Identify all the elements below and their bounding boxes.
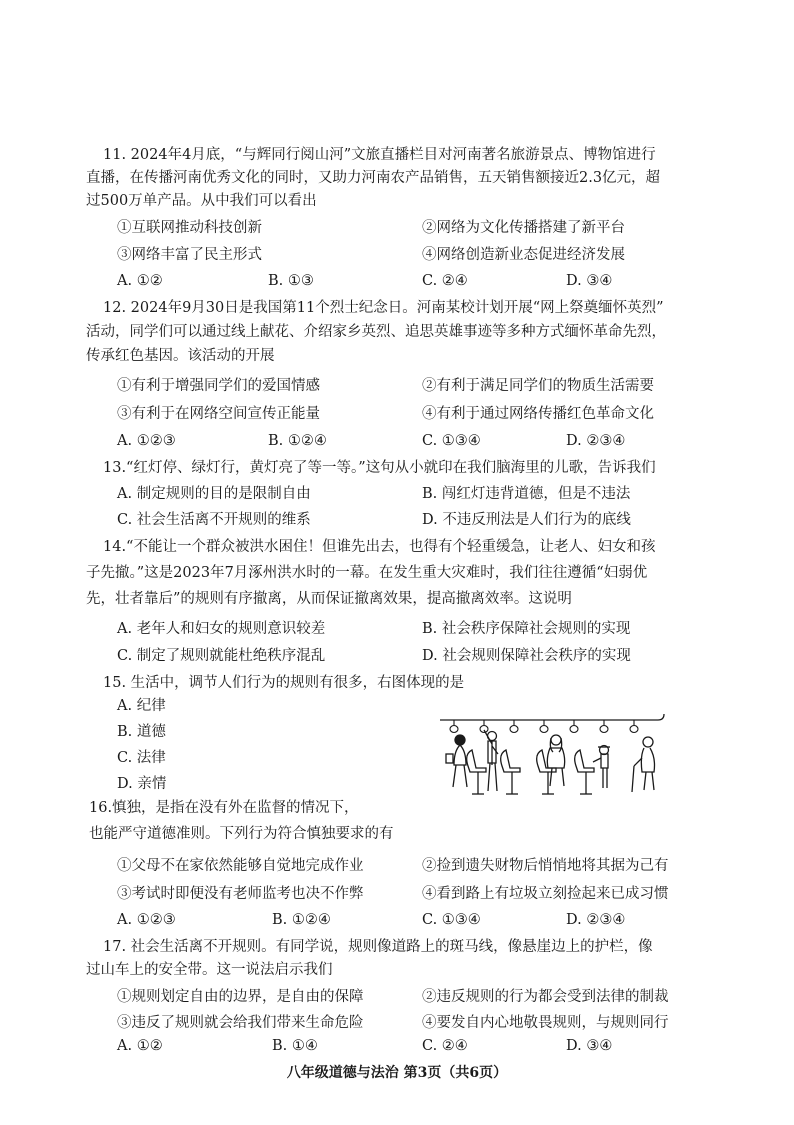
q15-option-d: D. 亲情 bbox=[117, 776, 167, 792]
q11-line-1: 11. 2024年4月底，“与辉同行阅山河”文旅直播栏目对河南著名旅游景点、博物馆进行 bbox=[103, 147, 656, 163]
q15-line-1: 15. 生活中，调节人们行为的规则有很多，右图体现的是 bbox=[103, 675, 465, 691]
q11-item-3: ③网络丰富了民主形式 bbox=[117, 247, 262, 263]
q17-item-3: ③违反了规则就会给我们带来生命危险 bbox=[117, 1015, 364, 1031]
q14-option-c: C. 制定了规则就能杜绝秩序混乱 bbox=[117, 648, 326, 664]
q13-option-a: A. 制定规则的目的是限制自由 bbox=[117, 486, 311, 502]
q16-choice-a: A. ①②③ bbox=[117, 912, 176, 928]
q15-option-a: A. 纪律 bbox=[117, 698, 166, 714]
q12-item-1: ①有利于增强同学们的爱国情感 bbox=[117, 378, 320, 394]
q17-choice-b: B. ①④ bbox=[272, 1038, 318, 1054]
q17-item-2: ②违反规则的行为都会受到法律的制裁 bbox=[422, 989, 669, 1005]
q12-item-3: ③有利于在网络空间宣传正能量 bbox=[117, 406, 320, 422]
q12-line-1: 12. 2024年9月30日是我国第11个烈士纪念日。河南某校计划开展“网上祭奠缅怀英烈” bbox=[103, 300, 664, 316]
q16-line-1: 16.慎独，是指在没有外在监督的情况下， bbox=[89, 800, 359, 816]
q16-line-2: 也能严守道德准则。下列行为符合慎独要求的有 bbox=[89, 826, 394, 842]
q16-item-4: ④看到路上有垃圾立刻捡起来已成习惯 bbox=[422, 886, 669, 902]
q12-item-4: ④有利于通过网络传播红色革命文化 bbox=[422, 406, 654, 422]
q11-item-2: ②网络为文化传播搭建了新平台 bbox=[422, 220, 625, 236]
q12-line-2: 活动，同学们可以通过线上献花、介绍家乡英烈、追思英雄事迹等多种方式缅怀革命先烈， bbox=[86, 324, 666, 340]
q16-item-3: ③考试时即便没有老师监考也决不作弊 bbox=[117, 886, 364, 902]
q17-item-4: ④要发自内心地敬畏规则，与规则同行 bbox=[422, 1015, 669, 1031]
q13-line-1: 13.“红灯停、绿灯行，黄灯亮了等一等。”这句从小就印在我们脑海里的儿歌，告诉我们 bbox=[103, 460, 656, 476]
q13-option-d: D. 不违反刑法是人们行为的底线 bbox=[422, 512, 631, 528]
q16-choice-c: C. ①③④ bbox=[422, 912, 481, 928]
q17-line-1: 17. 社会生活离不开规则。有同学说，规则像道路上的斑马线，像悬崖边上的护栏，像 bbox=[103, 939, 653, 955]
q14-line-2: 子先撤。”这是2023年7月涿州洪水时的一幕。在发生重大灾难时，我们往往遵循“妇弱优 bbox=[86, 565, 648, 581]
q17-item-1: ①规则划定自由的边界，是自由的保障 bbox=[117, 989, 364, 1005]
q14-option-a: A. 老年人和妇女的规则意识较差 bbox=[117, 621, 326, 637]
bus-seat-illustration bbox=[438, 706, 666, 802]
q11-item-4: ④网络创造新业态促进经济发展 bbox=[422, 247, 625, 263]
q12-choice-c: C. ①③④ bbox=[422, 433, 481, 449]
q11-choice-d: D. ③④ bbox=[566, 273, 613, 289]
q11-choice-b: B. ①③ bbox=[268, 273, 314, 289]
q14-option-d: D. 社会规则保障社会秩序的实现 bbox=[422, 648, 631, 664]
q16-choice-b: B. ①②④ bbox=[272, 912, 331, 928]
q14-line-1: 14.“不能让一个群众被洪水困住！但谁先出去，也得有个轻重缓急，让老人、妇女和孩 bbox=[103, 539, 656, 555]
q17-line-2: 过山车上的安全带。这一说法启示我们 bbox=[86, 962, 333, 978]
q13-option-c: C. 社会生活离不开规则的维系 bbox=[117, 512, 311, 528]
q14-line-3: 先，壮者靠后”的规则有序撤离，从而保证撤离效果，提高撤离效率。这说明 bbox=[86, 591, 572, 607]
q11-choice-c: C. ②④ bbox=[422, 273, 468, 289]
q11-line-2: 直播，在传播河南优秀文化的同时，又助力河南农产品销售，五天销售额接近2.3亿元，超 bbox=[86, 170, 661, 186]
q13-option-b: B. 闯红灯违背道德，但是不违法 bbox=[422, 486, 631, 502]
q15-option-c: C. 法律 bbox=[117, 750, 166, 766]
q16-choice-d: D. ②③④ bbox=[566, 912, 626, 928]
q12-item-2: ②有利于满足同学们的物质生活需要 bbox=[422, 378, 654, 394]
q12-choice-a: A. ①②③ bbox=[117, 433, 176, 449]
q15-option-b: B. 道德 bbox=[117, 724, 166, 740]
q12-choice-b: B. ①②④ bbox=[268, 433, 327, 449]
q17-choice-a: A. ①② bbox=[117, 1038, 163, 1054]
q11-choice-a: A. ①② bbox=[117, 273, 163, 289]
q16-item-2: ②捡到遗失财物后悄悄地将其据为己有 bbox=[422, 858, 669, 874]
q11-line-3: 过500万单产品。从中我们可以看出 bbox=[86, 193, 317, 209]
q17-choice-d: D. ③④ bbox=[566, 1038, 613, 1054]
q12-choice-d: D. ②③④ bbox=[566, 433, 626, 449]
q14-option-b: B. 社会秩序保障社会规则的实现 bbox=[422, 621, 631, 637]
q12-line-3: 传承红色基因。该活动的开展 bbox=[86, 348, 275, 364]
q17-choice-c: C. ②④ bbox=[422, 1038, 468, 1054]
q11-item-1: ①互联网推动科技创新 bbox=[117, 220, 262, 236]
page-footer: 八年级道德与法治 第3页（共6页） bbox=[286, 1065, 508, 1081]
q16-item-1: ①父母不在家依然能够自觉地完成作业 bbox=[117, 858, 364, 874]
